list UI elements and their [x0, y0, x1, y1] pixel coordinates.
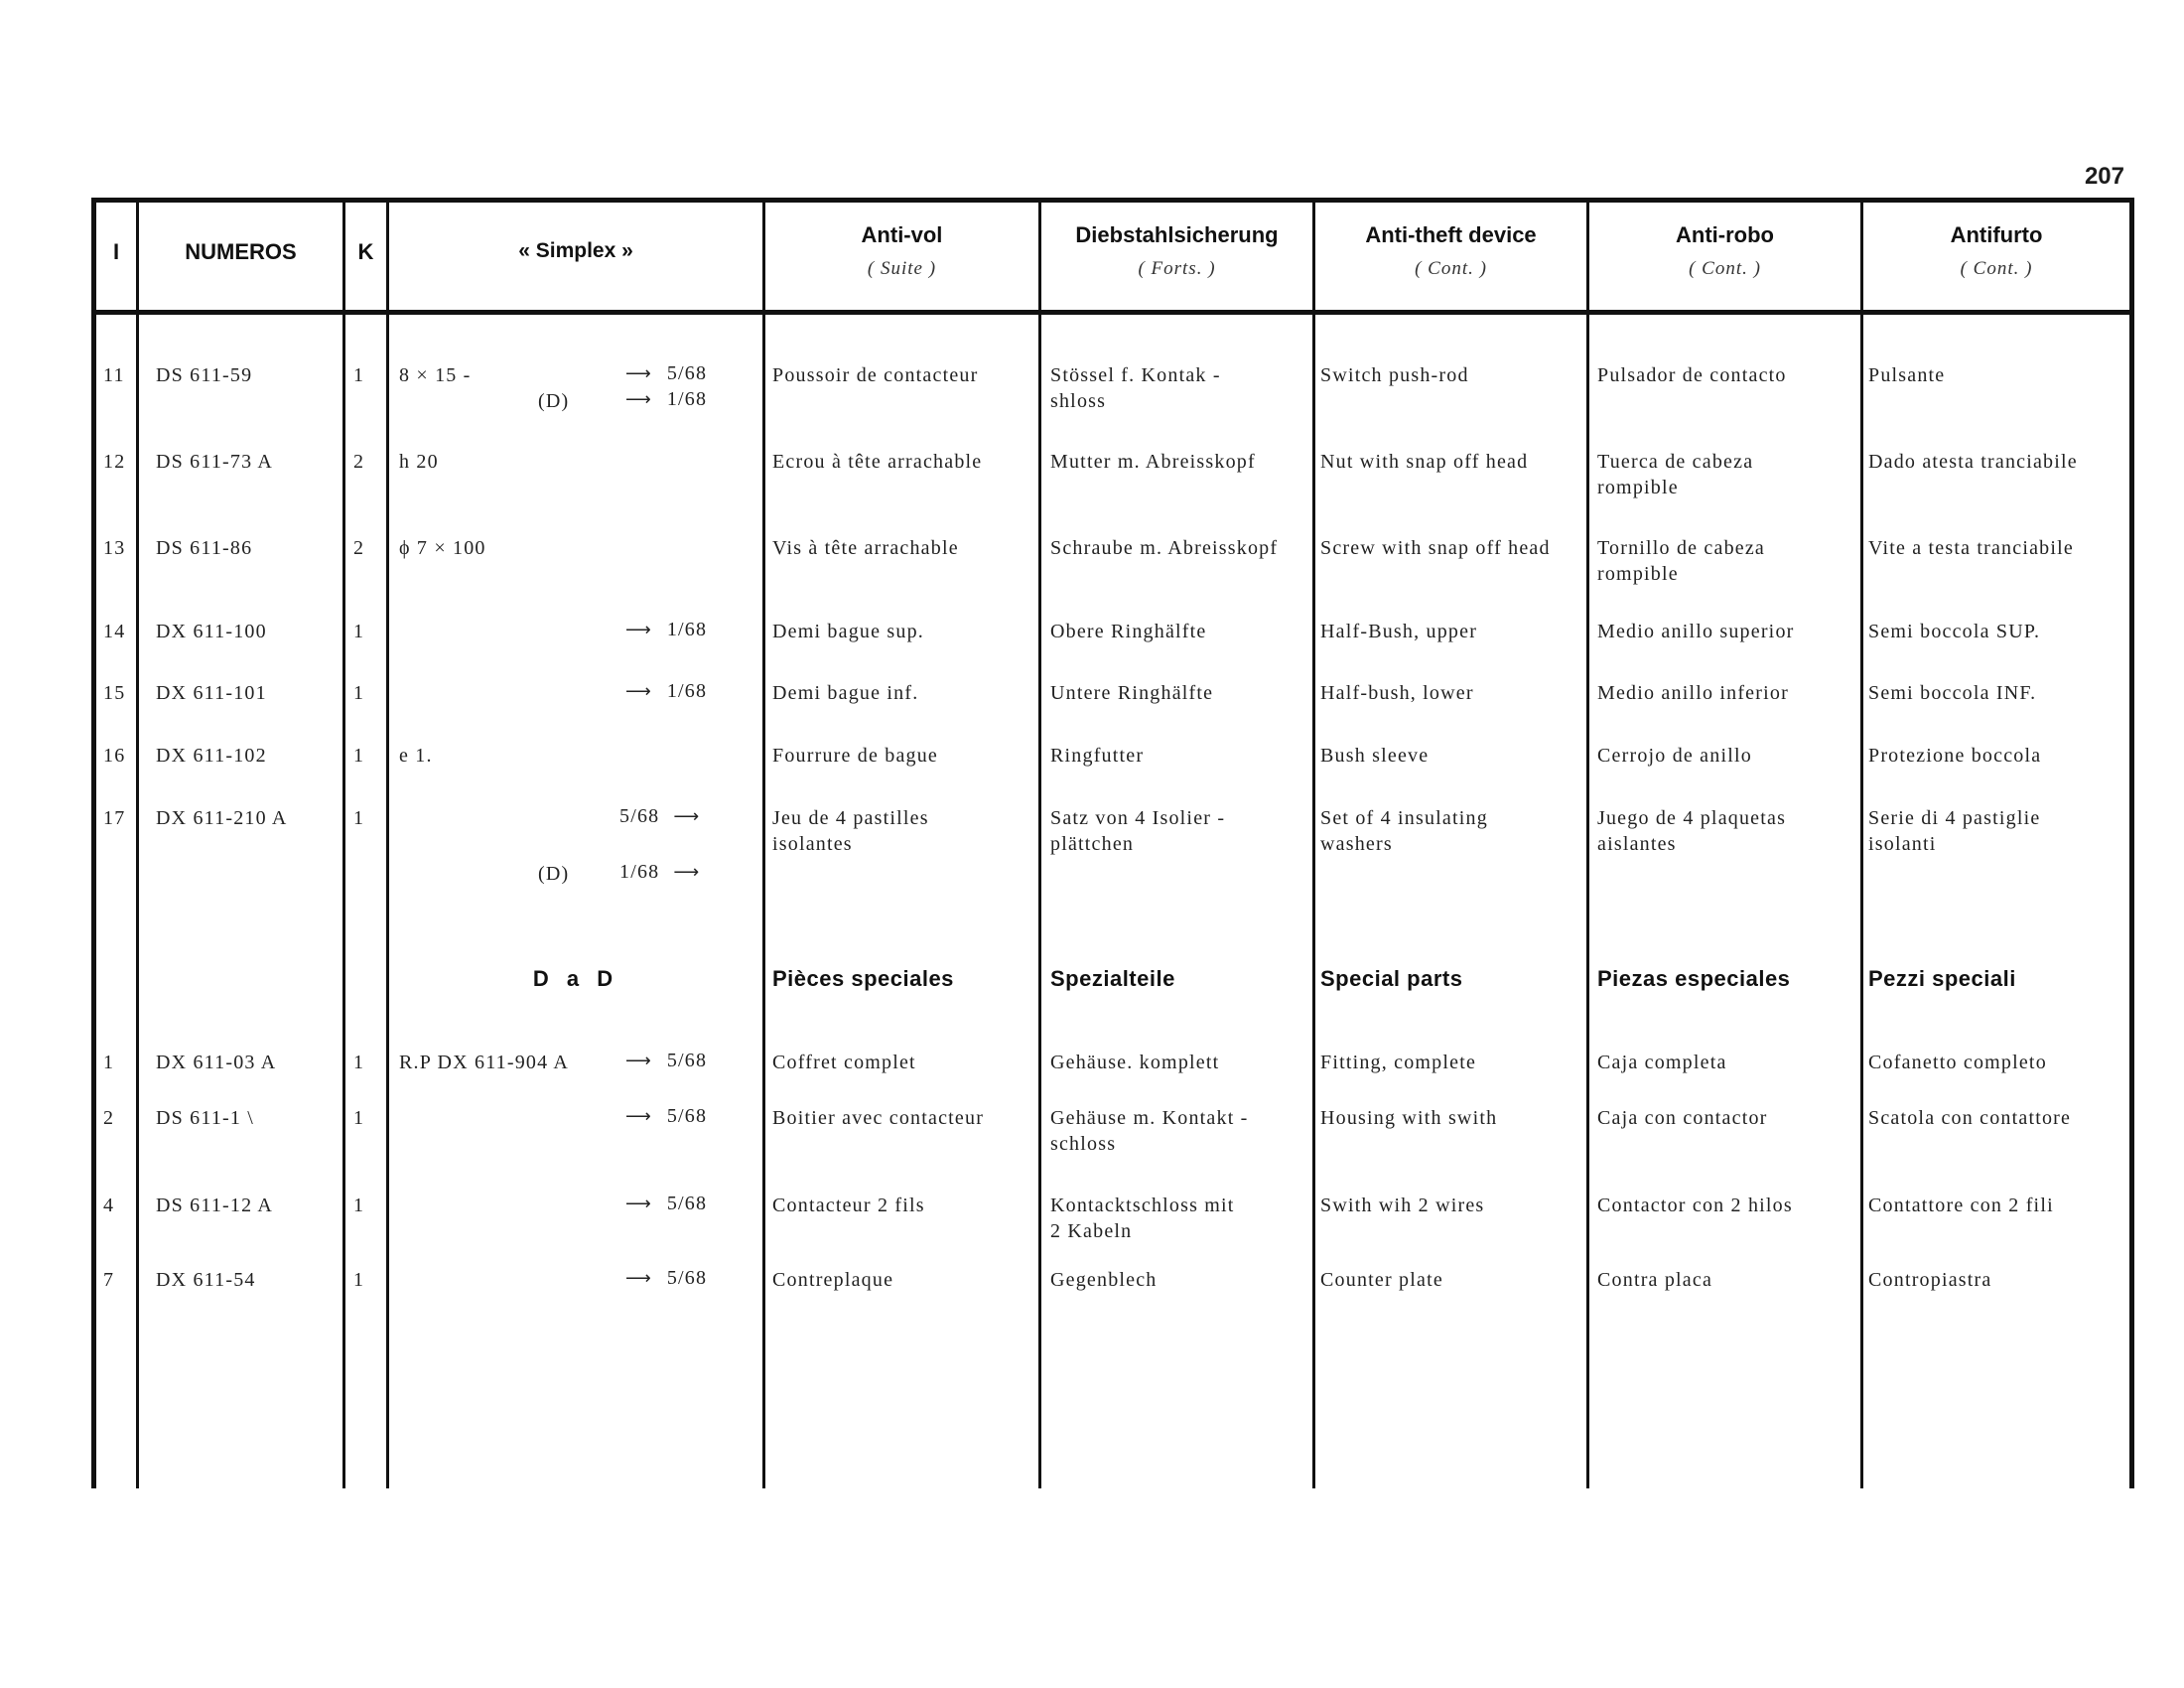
desc-spanish: Tornillo de cabeza [1597, 537, 1766, 559]
ref-spec: e 1. [399, 745, 433, 767]
column-rule [386, 198, 389, 1488]
header-italian-sub: ( Cont. ) [1960, 258, 2033, 279]
desc-italian: Contropiastra [1868, 1269, 1992, 1291]
desc-spanish: Caja completa [1597, 1052, 1727, 1073]
header-italian-title: Antifurto [1950, 222, 2043, 247]
header-english-sub: ( Cont. ) [1415, 258, 1487, 279]
desc-spanish: Caja con contactor [1597, 1107, 1768, 1129]
desc-french: Jeu de 4 pastilles [772, 807, 929, 829]
header-german-sub: ( Forts. ) [1138, 258, 1216, 279]
desc-spanish: aislantes [1597, 833, 1677, 855]
ref-date-value: 5/68 [666, 1267, 708, 1289]
ref-date [619, 861, 699, 884]
quantity: 1 [353, 745, 365, 767]
quantity: 1 [353, 807, 365, 829]
arrow-icon: ⟶ [625, 1051, 651, 1071]
desc-italian: Scatola con contattore [1868, 1107, 2072, 1129]
quantity: 2 [353, 451, 365, 473]
part-number: DX 611-100 [156, 621, 267, 642]
desc-english: Half-bush, lower [1320, 682, 1474, 704]
desc-spanish: Pulsador de contacto [1597, 364, 1787, 386]
ref-spec: ϕ 7 × 100 [399, 537, 486, 559]
ref-date-value: 1/68 [666, 680, 708, 702]
ref-date [619, 805, 699, 828]
desc-italian: isolanti [1868, 833, 1937, 855]
desc-french: Poussoir de contacteur [772, 364, 979, 386]
table-top-rule [91, 198, 2134, 203]
desc-italian: Contattore con 2 fili [1868, 1195, 2054, 1216]
column-rule [1038, 198, 1041, 1488]
header-french-title: Anti-vol [861, 222, 943, 247]
ref-date [625, 680, 707, 703]
ref-variant: (D) [538, 390, 570, 412]
desc-french: Demi bague inf. [772, 682, 919, 704]
quantity: 1 [353, 364, 365, 386]
item-index: 12 [103, 451, 126, 473]
item-index: 2 [103, 1107, 115, 1129]
item-index: 17 [103, 807, 126, 829]
ref-date-value: 5/68 [666, 362, 708, 384]
desc-spanish: Medio anillo superior [1597, 621, 1795, 642]
desc-italian: Semi boccola SUP. [1868, 621, 2041, 642]
item-index: 15 [103, 682, 126, 704]
desc-italian: Protezione boccola [1868, 745, 2042, 767]
header-french-sub: ( Suite ) [867, 258, 937, 279]
header-i: I [112, 239, 120, 264]
desc-spanish: Contactor con 2 hilos [1597, 1195, 1793, 1216]
quantity: 1 [353, 1052, 365, 1073]
desc-spanish: Cerrojo de anillo [1597, 745, 1752, 767]
desc-spanish: Juego de 4 plaquetas [1597, 807, 1787, 829]
part-number: DX 611-03 A [156, 1052, 277, 1073]
arrow-icon: ⟶ [673, 806, 700, 827]
desc-spanish: Tuerca de cabeza [1597, 451, 1754, 473]
header-english-title: Anti-theft device [1365, 222, 1537, 247]
desc-german: Ringfutter [1050, 745, 1145, 767]
column-rule [1586, 198, 1589, 1488]
ref-date [625, 1267, 707, 1290]
item-index: 13 [103, 537, 126, 559]
header-numeros: NUMEROS [185, 239, 297, 264]
desc-french: Fourrure de bague [772, 745, 939, 767]
desc-french: Contreplaque [772, 1269, 894, 1291]
part-number: DS 611-86 [156, 537, 253, 559]
desc-german: Untere Ringhälfte [1050, 682, 1214, 704]
arrow-icon: ⟶ [625, 1106, 651, 1127]
header-spanish-sub: ( Cont. ) [1689, 258, 1761, 279]
part-number: DS 611-73 A [156, 451, 274, 473]
desc-german: schloss [1050, 1133, 1117, 1155]
section-ref-label: D a D [532, 966, 619, 991]
desc-german: Satz von 4 Isolier - [1050, 807, 1226, 829]
section-french: Pièces speciales [772, 966, 954, 991]
desc-french: isolantes [772, 833, 853, 855]
quantity: 1 [353, 621, 365, 642]
section-english: Special parts [1320, 966, 1463, 991]
desc-french: Vis à tête arrachable [772, 537, 959, 559]
arrow-icon: ⟶ [625, 389, 651, 410]
ref-date [625, 1105, 707, 1128]
desc-italian: Serie di 4 pastiglie [1868, 807, 2041, 829]
desc-spanish: rompible [1597, 563, 1679, 585]
column-rule [342, 198, 345, 1488]
desc-german: shloss [1050, 390, 1107, 412]
desc-english: Housing with swith [1320, 1107, 1498, 1129]
ref-date-value: 5/68 [666, 1193, 708, 1214]
part-number: DS 611-59 [156, 364, 253, 386]
desc-german: Schraube m. Abreisskopf [1050, 537, 1279, 559]
header-german-title: Diebstahlsicherung [1075, 222, 1279, 247]
arrow-icon: ⟶ [625, 620, 651, 640]
desc-italian: Cofanetto completo [1868, 1052, 2047, 1073]
ref-date-value: 5/68 [666, 1105, 708, 1127]
desc-german: Gehäuse m. Kontakt - [1050, 1107, 1249, 1129]
desc-italian: Pulsante [1868, 364, 1946, 386]
ref-date [625, 1050, 707, 1072]
parts-table [91, 198, 2134, 1488]
header-simplex: « Simplex » [518, 239, 633, 262]
quantity: 2 [353, 537, 365, 559]
desc-spanish: Medio anillo inferior [1597, 682, 1789, 704]
desc-english: Fitting, complete [1320, 1052, 1477, 1073]
desc-german: 2 Kabeln [1050, 1220, 1133, 1242]
column-rule [1312, 198, 1315, 1488]
desc-spanish: Contra placa [1597, 1269, 1713, 1291]
ref-spec: 8 × 15 - [399, 364, 472, 386]
item-index: 7 [103, 1269, 115, 1291]
desc-english: Switch push-rod [1320, 364, 1469, 386]
header-spanish-title: Anti-robo [1676, 222, 1774, 247]
desc-english: Bush sleeve [1320, 745, 1430, 767]
ref-date-value: 5/68 [619, 805, 660, 827]
ref-date-value: 1/68 [666, 619, 708, 640]
item-index: 1 [103, 1052, 115, 1073]
column-rule [2129, 198, 2134, 1488]
part-number: DX 611-54 [156, 1269, 256, 1291]
quantity: 1 [353, 1195, 365, 1216]
part-number: DS 611-12 A [156, 1195, 274, 1216]
desc-italian: Vite a testa tranciabile [1868, 537, 2074, 559]
quantity: 1 [353, 1107, 365, 1129]
desc-english: washers [1320, 833, 1393, 855]
arrow-icon: ⟶ [625, 1194, 651, 1214]
desc-german: Gehäuse. komplett [1050, 1052, 1220, 1073]
section-spanish: Piezas especiales [1597, 966, 1791, 991]
desc-english: Swith wih 2 wires [1320, 1195, 1485, 1216]
desc-english: Half-Bush, upper [1320, 621, 1478, 642]
desc-english: Set of 4 insulating [1320, 807, 1488, 829]
arrow-icon: ⟶ [625, 1268, 651, 1289]
ref-date [625, 1193, 707, 1215]
ref-date-value: 1/68 [619, 861, 660, 883]
item-index: 4 [103, 1195, 115, 1216]
header-k: K [357, 239, 374, 264]
desc-french: Contacteur 2 fils [772, 1195, 925, 1216]
ref-date [625, 619, 707, 641]
desc-english: Nut with snap off head [1320, 451, 1529, 473]
column-rule [91, 198, 96, 1488]
desc-german: Mutter m. Abreisskopf [1050, 451, 1256, 473]
desc-spanish: rompible [1597, 477, 1679, 498]
part-number: DX 611-101 [156, 682, 267, 704]
part-number: DX 611-210 A [156, 807, 288, 829]
item-index: 16 [103, 745, 126, 767]
desc-english: Screw with snap off head [1320, 537, 1551, 559]
ref-spec: R.P DX 611-904 A [399, 1052, 570, 1073]
desc-german: Gegenblech [1050, 1269, 1158, 1291]
part-number: DX 611-102 [156, 745, 267, 767]
desc-english: Counter plate [1320, 1269, 1443, 1291]
desc-italian: Semi boccola INF. [1868, 682, 2037, 704]
desc-german: Obere Ringhälfte [1050, 621, 1207, 642]
arrow-icon: ⟶ [625, 363, 651, 384]
desc-french: Ecrou à tête arrachable [772, 451, 983, 473]
ref-date [625, 388, 707, 411]
quantity: 1 [353, 682, 365, 704]
desc-german: Stössel f. Kontak - [1050, 364, 1221, 386]
ref-spec: h 20 [399, 451, 439, 473]
page-number: 207 [2084, 163, 2124, 190]
arrow-icon: ⟶ [625, 681, 651, 702]
section-italian: Pezzi speciali [1868, 966, 2016, 991]
item-index: 11 [103, 364, 125, 386]
item-index: 14 [103, 621, 126, 642]
desc-french: Demi bague sup. [772, 621, 924, 642]
ref-date [625, 362, 707, 385]
quantity: 1 [353, 1269, 365, 1291]
ref-date-value: 1/68 [666, 388, 708, 410]
desc-italian: Dado atesta tranciabile [1868, 451, 2078, 473]
table-header-rule [91, 310, 2134, 315]
ref-date-value: 5/68 [666, 1050, 708, 1071]
column-rule [1860, 198, 1863, 1488]
desc-german: Kontacktschloss mit [1050, 1195, 1235, 1216]
arrow-icon: ⟶ [673, 862, 700, 883]
section-german: Spezialteile [1050, 966, 1175, 991]
desc-german: plättchen [1050, 833, 1135, 855]
column-rule [762, 198, 765, 1488]
desc-french: Boitier avec contacteur [772, 1107, 985, 1129]
desc-french: Coffret complet [772, 1052, 916, 1073]
part-number: DS 611-1 \ [156, 1107, 255, 1129]
ref-variant: (D) [538, 863, 570, 885]
column-rule [136, 198, 139, 1488]
